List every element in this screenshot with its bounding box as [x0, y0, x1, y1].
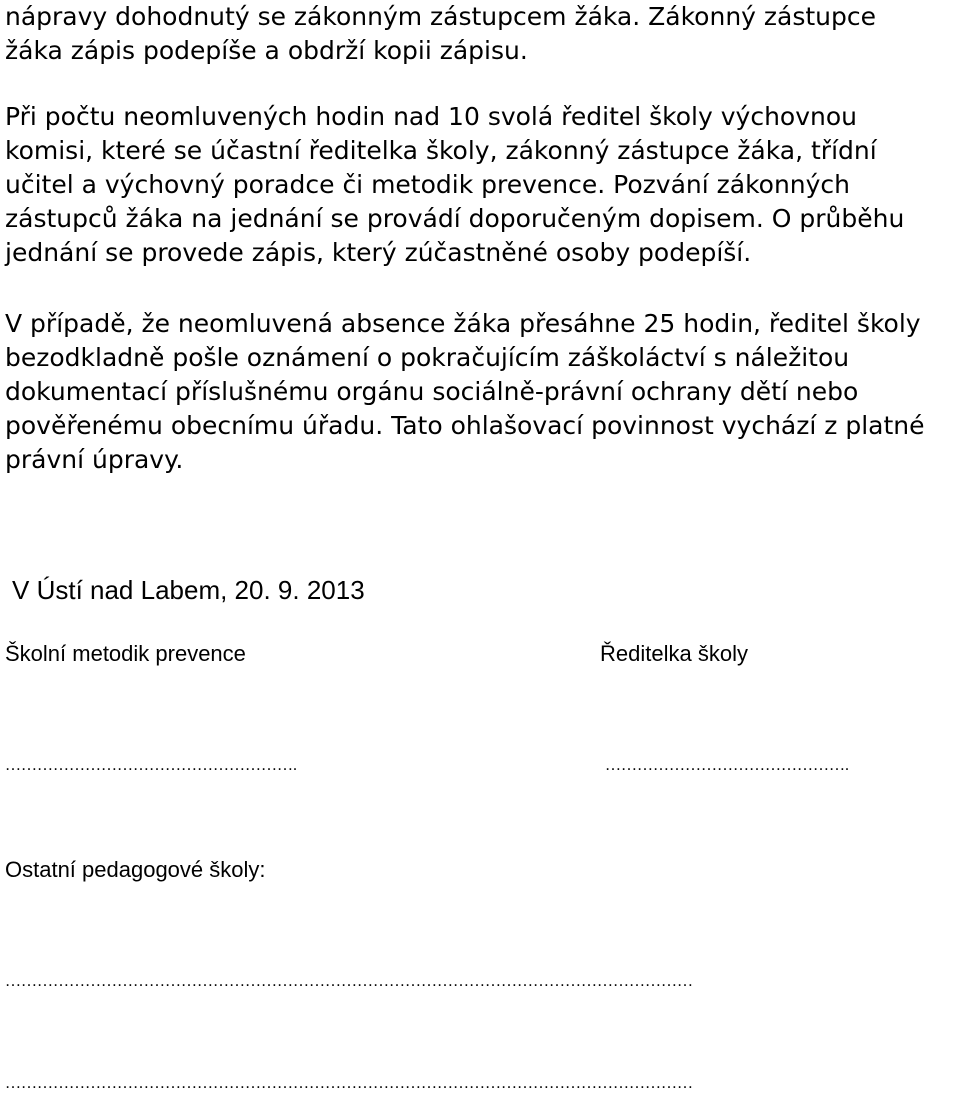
other-teachers-label: Ostatní pedagogové školy:	[5, 857, 266, 882]
text-line: komisi, které se účastní ředitelka školy, zákonný zástupce žáka, třídní	[5, 136, 877, 165]
text-line: žáka zápis podepíše a obdrží kopii zápisu.	[5, 36, 528, 65]
text-line: Při počtu neomluvených hodin nad 10 svolá ředitel školy výchovnou	[5, 102, 857, 131]
text-line: V případě, že neomluvená absence žáka přesáhne 25 hodin, ředitel školy	[5, 309, 921, 338]
text-line: učitel a výchovný poradce či metodik prevence. Pozvání zákonných	[5, 170, 851, 199]
paragraph-absence-report	[5, 307, 924, 477]
other-teachers-line-2: …………………………………………………………………………………………………………………	[5, 1075, 693, 1092]
signature-label-prevention: Školní metodik prevence	[5, 641, 246, 666]
paragraph-commission	[5, 100, 904, 270]
signature-line-director: ……………………………………….	[605, 757, 849, 774]
text-line: právní úpravy.	[5, 445, 184, 474]
place-date: V Ústí nad Labem, 20. 9. 2013	[12, 575, 365, 605]
paragraph-remedy	[5, 0, 876, 68]
signature-line-prevention: ……………………………………………….	[5, 757, 297, 774]
text-line: zástupců žáka na jednání se provádí doporučeným dopisem. O průběhu	[5, 204, 905, 233]
text-line: dokumentací příslušnému orgánu sociálně-právní ochrany dětí nebo	[5, 377, 859, 406]
signature-label-director: Ředitelka školy	[600, 641, 748, 666]
other-teachers-line-1: …………………………………………………………………………………………………………………	[5, 973, 693, 990]
text-line: nápravy dohodnutý se zákonným zástupcem žáka. Zákonný zástupce	[5, 2, 877, 31]
text-line: pověřenému obecnímu úřadu. Tato ohlašovací povinnost vychází z platné	[5, 411, 925, 440]
text-line: jednání se provede zápis, který zúčastněné osoby podepíší.	[5, 238, 752, 267]
text-line: bezodkladně pošle oznámení o pokračujícím záškoláctví s náležitou	[5, 343, 850, 372]
